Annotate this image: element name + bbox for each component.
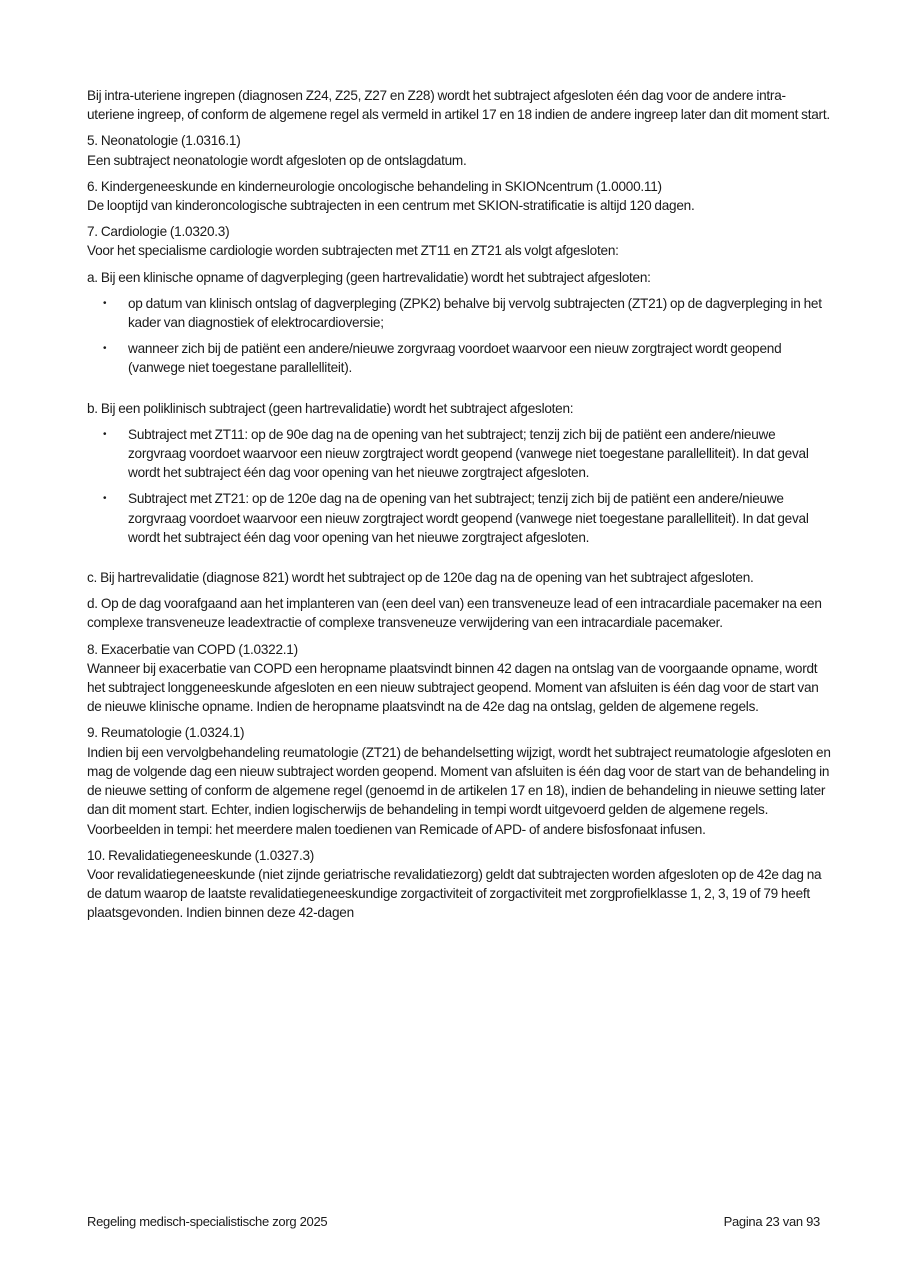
section-kindergeneeskunde (87, 177, 832, 215)
list-item (87, 339, 832, 377)
section-neonatologie (87, 131, 832, 169)
intro-paragraph: Bij intra-uteriene ingrepen (diagnosen Z24, Z25, Z27 en Z28) wordt het subtraject afgesloten één dag voor de andere intra-uteriene ingreep, of conform de algemene regel als vermeld in artikel 17 en 18 indien de andere ingreep later dan dit moment start. (87, 88, 830, 123)
cardiologie-clause-a: a. Bij een klinische opname of dagverpleging (geen hartrevalidatie) wordt het subtraject afgesloten: (87, 269, 651, 285)
cardiologie-clause-b: b. Bij een poliklinisch subtraject (geen hartrevalidatie) wordt het subtraject afgesloten: (87, 400, 574, 416)
list-item (87, 294, 832, 332)
section-reumatologie (87, 723, 832, 838)
section-heading: 5. Neonatologie (1.0316.1) (87, 133, 241, 149)
list-item (87, 425, 832, 483)
bullet-icon: • (103, 428, 107, 440)
document-page (87, 86, 832, 930)
section-body: Indien bij een vervolgbehandeling reumatologie (ZT21) de behandelsetting wijzigt, wordt het subtraject reumatologie afgesloten en mag de volgende dag een nieuw subtraject worden geopend. Moment van afsluiten is één dag voor de start van de behandeling in de nieuwe setting of conform de algemene regel (genoemd in de artikelen 17 en 18), indien de behandeling in nieuwe setting later dan dit moment start. Echter, indien logischerwijs de behandeling in tempi wordt uitgevoerd gelden de algemene regels. Voorbeelden in tempi: het meerdere malen toedienen van Remicade of APD- of andere bisfosfonaat infusen. (87, 744, 831, 837)
section-heading: 10. Revalidatiegeneeskunde (1.0327.3) (87, 847, 315, 863)
cardiologie-clause-c: c. Bij hartrevalidatie (diagnose 821) wordt het subtraject op de 120e dag na de opening van het subtraject afgesloten. (87, 570, 754, 586)
section-body: Een subtraject neonatologie wordt afgesloten op de ontslagdatum. (87, 152, 467, 168)
section-cardiologie (87, 222, 832, 260)
section-body: De looptijd van kinderoncologische subtrajecten in een centrum met SKION-stratificatie is altijd 120 dagen. (87, 198, 695, 214)
list-item-text: op datum van klinisch ontslag of dagverpleging (ZPK2) behalve bij vervolg subtrajecten (ZT21) op de dagverpleging in het kader van diagnostiek of elektrocardioversie; (128, 295, 822, 331)
list-item-text: Subtraject met ZT21: op de 120e dag na de opening van het subtraject; tenzij zich bij de patiënt een andere/nieuwe zorgvraag voordoet waarvoor een nieuw zorgtraject wordt geopend (vanwege niet toegestane parallelliteit). In dat geval wordt het subtraject één dag voor opening van het nieuwe zorgtraject afgesloten. (128, 491, 809, 545)
page-footer (87, 1214, 820, 1229)
section-heading: 6. Kindergeneeskunde en kinderneurologie oncologische behandeling in SKIONcentrum (1.0000.11) (87, 178, 662, 194)
list-item-text: wanneer zich bij de patiënt een andere/nieuwe zorgvraag voordoet waarvoor een nieuw zorgtraject wordt geopend (vanwege niet toegestane parallelliteit). (128, 341, 782, 376)
section-body: Wanneer bij exacerbatie van COPD een heropname plaatsvindt binnen 42 dagen na ontslag van de voorgaande opname, wordt het subtraject longgeneeskunde afgesloten en een nieuw subtraject geopend. Moment van afsluiten is één dag voor de start van de nieuwe klinische opname. Indien de heropname plaatsvindt na de 42e dag na ontslag, gelden de algemene regels. (87, 660, 819, 715)
section-body: Voor revalidatiegeneeskunde (niet zijnde geriatrische revalidatiezorg) geldt dat subtrajecten worden afgesloten op de 42e dag na de datum waarop de laatste revalidatiegeneeskundige zorgactiviteit of zorgactiviteit met zorgprofielklasse 1, 2, 3, 19 of 79 heeft plaatsgevonden. Indien binnen deze 42-dagen (87, 866, 822, 921)
cardiologie-clause-d: d. Op de dag voorafgaand aan het implanteren van (een deel van) een transveneuze lead of een intracardiale pacemaker na een complexe transveneuze leadextractie of complexe transveneuze verwijdering van een intracardiale pacemaker. (87, 596, 822, 631)
list-item (87, 489, 832, 547)
section-body: Voor het specialisme cardiologie worden subtrajecten met ZT11 en ZT21 als volgt afgesloten: (87, 243, 619, 259)
list-item-text: Subtraject met ZT11: op de 90e dag na de opening van het subtraject; tenzij zich bij de patiënt een andere/nieuwe zorgvraag voordoet waarvoor een nieuw zorgtraject wordt geopend (vanwege niet toegestane parallelliteit). In dat geval wordt het subtraject één dag voor opening van het nieuwe zorgtraject afgesloten. (128, 426, 809, 481)
cardiologie-clause-a-list (87, 294, 832, 378)
section-heading: 8. Exacerbatie van COPD (1.0322.1) (87, 641, 298, 657)
cardiologie-clause-b-list (87, 425, 832, 547)
spacer (87, 385, 832, 399)
bullet-icon: • (103, 343, 107, 355)
footer-page-number: Pagina 23 van 93 (723, 1214, 820, 1229)
section-heading: 9. Reumatologie (1.0324.1) (87, 725, 245, 741)
section-revalidatiegeneeskunde (87, 846, 832, 923)
bullet-icon: • (103, 297, 107, 309)
spacer (87, 554, 832, 568)
section-copd (87, 640, 832, 717)
section-heading: 7. Cardiologie (1.0320.3) (87, 224, 230, 240)
footer-document-title: Regeling medisch-specialistische zorg 2025 (87, 1214, 328, 1229)
bullet-icon: • (103, 493, 107, 505)
